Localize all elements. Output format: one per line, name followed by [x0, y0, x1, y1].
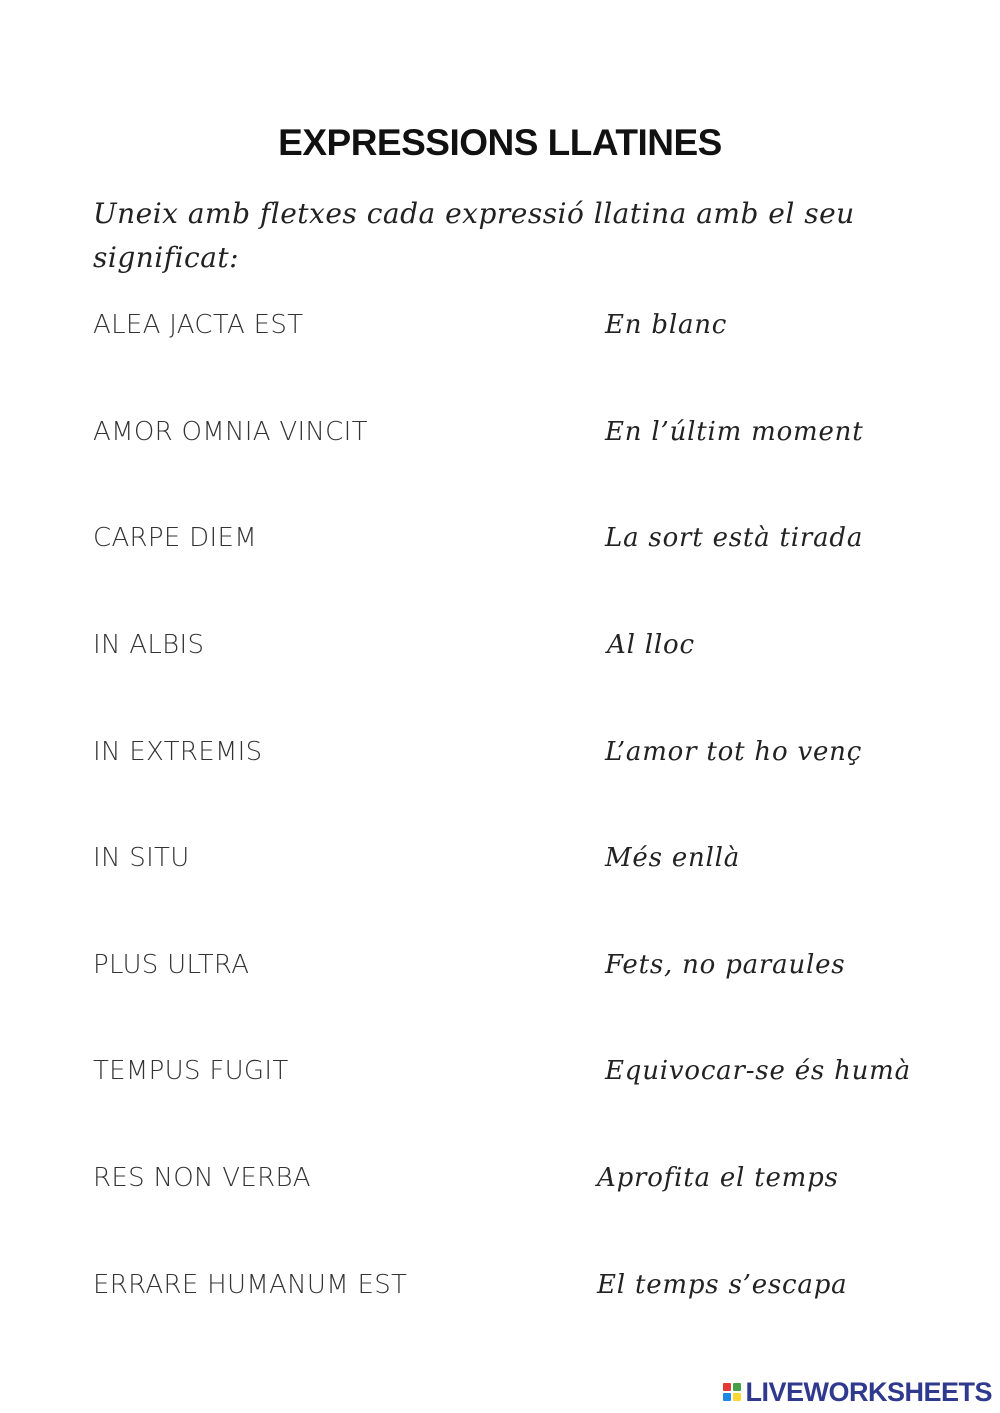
meaning-text[interactable]: La sort està tirada — [605, 523, 864, 553]
meaning-text[interactable]: L’amor tot ho venç — [605, 737, 863, 767]
latin-expression[interactable]: AMOR OMNIA VINCIT — [93, 417, 368, 447]
latin-expression[interactable]: TEMPUS FUGIT — [93, 1056, 289, 1086]
logo-square-3 — [723, 1393, 731, 1401]
latin-expression[interactable]: IN ALBIS — [93, 630, 205, 660]
latin-expression[interactable]: ALEA JACTA EST — [93, 310, 304, 340]
liveworksheets-logo-icon — [723, 1383, 741, 1401]
page-title: EXPRESSIONS LLATINES — [278, 122, 722, 163]
meaning-text[interactable]: Al lloc — [607, 630, 695, 660]
meaning-text[interactable]: Fets, no paraules — [605, 950, 846, 980]
match-row — [0, 737, 1000, 787]
meaning-text[interactable]: En l’últim moment — [605, 417, 864, 447]
latin-expression[interactable]: ERRARE HUMANUM EST — [93, 1270, 408, 1300]
match-row — [0, 843, 1000, 893]
logo-square-1 — [723, 1383, 731, 1391]
meaning-text[interactable]: Equivocar-se és humà — [605, 1056, 911, 1086]
latin-expression[interactable]: IN SITU — [93, 843, 190, 873]
latin-expression[interactable]: PLUS ULTRA — [93, 950, 250, 980]
match-row — [0, 310, 1000, 360]
logo-square-4 — [733, 1393, 741, 1401]
brand-name: LIVEWORKSHEETS — [745, 1376, 992, 1407]
match-row — [0, 950, 1000, 1000]
liveworksheets-brand[interactable] — [723, 1377, 992, 1407]
match-row — [0, 1056, 1000, 1106]
meaning-text[interactable]: En blanc — [605, 310, 728, 340]
latin-expression[interactable]: CARPE DIEM — [93, 523, 257, 553]
match-row — [0, 1270, 1000, 1320]
meaning-text[interactable]: Aprofita el temps — [597, 1163, 839, 1193]
meaning-text[interactable]: El temps s’escapa — [597, 1270, 848, 1300]
match-row — [0, 1163, 1000, 1213]
latin-expression[interactable]: RES NON VERBA — [93, 1163, 311, 1193]
latin-expression[interactable]: IN EXTREMIS — [93, 737, 263, 767]
match-row — [0, 523, 1000, 573]
logo-square-2 — [733, 1383, 741, 1391]
meaning-text[interactable]: Més enllà — [605, 843, 741, 873]
match-row — [0, 417, 1000, 467]
instructions-text: Uneix amb fletxes cada expressió llatina amb el seu significat: — [93, 197, 855, 274]
match-row — [0, 630, 1000, 680]
